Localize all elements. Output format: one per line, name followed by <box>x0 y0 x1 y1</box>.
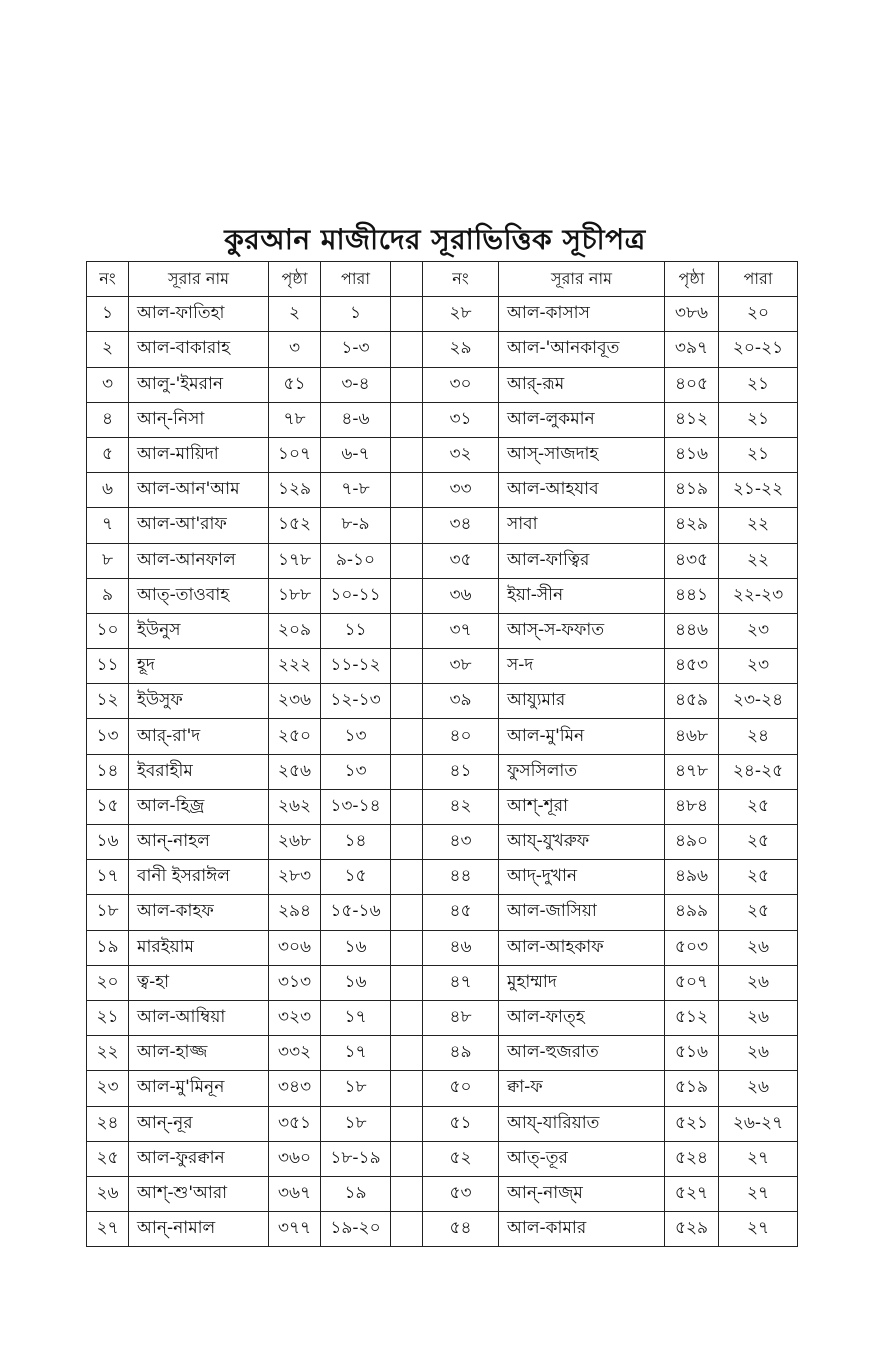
surah-num-cell: ৫ <box>87 437 129 472</box>
surah-page-cell: ২৯৪ <box>269 895 321 930</box>
surah-num-cell: ১৯ <box>87 930 129 965</box>
surah-num-cell: ৬ <box>87 473 129 508</box>
surah-name-cell: আস্-সাজদাহ <box>499 437 665 472</box>
surah-para-cell: ১৩ <box>321 754 391 789</box>
surah-para-cell: ২৩-২৪ <box>719 684 798 719</box>
surah-para-cell: ২৩ <box>719 649 798 684</box>
table-row <box>87 789 798 824</box>
surah-page-cell: ৪৪৬ <box>665 613 719 648</box>
surah-num-cell: ২৩ <box>87 1071 129 1106</box>
surah-page-cell: ৫০৩ <box>665 930 719 965</box>
surah-name-cell: আত্-তূর <box>499 1141 665 1176</box>
surah-page-cell: ৪৭৮ <box>665 754 719 789</box>
surah-page-cell: ৪১৯ <box>665 473 719 508</box>
surah-num-cell: ৩৩ <box>423 473 499 508</box>
surah-name-cell: হূদ <box>129 649 269 684</box>
surah-para-cell: ২৩ <box>719 613 798 648</box>
surah-num-cell: ১৩ <box>87 719 129 754</box>
surah-page-cell: ৫২৪ <box>665 1141 719 1176</box>
surah-para-cell: ১৬ <box>321 965 391 1000</box>
surah-para-cell: ১৭ <box>321 1000 391 1035</box>
surah-page-cell: ৫২৯ <box>665 1212 719 1247</box>
header-page-left: পৃষ্ঠা <box>269 262 321 297</box>
surah-para-cell: ৬-৭ <box>321 437 391 472</box>
surah-para-cell: ২৬ <box>719 1071 798 1106</box>
table-row <box>87 1106 798 1141</box>
table-row <box>87 367 798 402</box>
surah-name-cell: ইয়া-সীন <box>499 578 665 613</box>
surah-num-cell: ১১ <box>87 649 129 684</box>
table-row <box>87 437 798 472</box>
surah-para-cell: ১ <box>321 297 391 332</box>
surah-num-cell: ৪৯ <box>423 1036 499 1071</box>
surah-para-cell: ২৭ <box>719 1212 798 1247</box>
page-title: কুরআন মাজীদের সূরাভিত্তিক সূচীপত্র <box>224 223 646 256</box>
surah-name-cell: আল-হিজ্র <box>129 789 269 824</box>
surah-page-cell: ২৬২ <box>269 789 321 824</box>
surah-num-cell: ৪ <box>87 402 129 437</box>
surah-num-cell: ৪৪ <box>423 860 499 895</box>
surah-para-cell: ১১-১২ <box>321 649 391 684</box>
surah-name-cell: আন্-নাহল <box>129 825 269 860</box>
surah-name-cell: সাবা <box>499 508 665 543</box>
table-row <box>87 825 798 860</box>
surah-name-cell: আল-কামার <box>499 1212 665 1247</box>
column-gap <box>391 1036 423 1071</box>
surah-page-cell: ৫০৭ <box>665 965 719 1000</box>
surah-index-table <box>86 261 798 1247</box>
surah-page-cell: ৪১৬ <box>665 437 719 472</box>
surah-num-cell: ৫১ <box>423 1106 499 1141</box>
surah-num-cell: ১ <box>87 297 129 332</box>
surah-name-cell: আল-আ'রাফ <box>129 508 269 543</box>
surah-page-cell: ৭৮ <box>269 402 321 437</box>
surah-name-cell: আলু-'ইমরান <box>129 367 269 402</box>
column-gap <box>391 1212 423 1247</box>
surah-num-cell: ১২ <box>87 684 129 719</box>
surah-page-cell: ৫১২ <box>665 1000 719 1035</box>
column-gap <box>391 332 423 367</box>
surah-para-cell: ১৫-১৬ <box>321 895 391 930</box>
table-row <box>87 684 798 719</box>
surah-page-cell: ৩৫১ <box>269 1106 321 1141</box>
surah-page-cell: ২ <box>269 297 321 332</box>
column-gap <box>391 473 423 508</box>
header-num-left: নং <box>87 262 129 297</box>
surah-page-cell: ৪৫৩ <box>665 649 719 684</box>
surah-name-cell: ইউনুস <box>129 613 269 648</box>
surah-para-cell: ২৫ <box>719 789 798 824</box>
table-row <box>87 332 798 367</box>
header-para-right: পারা <box>719 262 798 297</box>
surah-para-cell: ২২ <box>719 508 798 543</box>
surah-para-cell: ১৮ <box>321 1071 391 1106</box>
surah-para-cell: ১৮-১৯ <box>321 1141 391 1176</box>
surah-num-cell: ৩৮ <box>423 649 499 684</box>
surah-name-cell: আন্-নামাল <box>129 1212 269 1247</box>
surah-num-cell: ৩২ <box>423 437 499 472</box>
column-gap <box>391 1176 423 1211</box>
table-row <box>87 1036 798 1071</box>
surah-page-cell: ৫২৭ <box>665 1176 719 1211</box>
surah-num-cell: ৪২ <box>423 789 499 824</box>
surah-page-cell: ৪১২ <box>665 402 719 437</box>
surah-name-cell: ত্ব-হা <box>129 965 269 1000</box>
column-gap <box>391 1071 423 1106</box>
surah-name-cell: আল-আম্বিয়া <box>129 1000 269 1035</box>
surah-num-cell: ২২ <box>87 1036 129 1071</box>
table-row <box>87 754 798 789</box>
surah-num-cell: ৩৬ <box>423 578 499 613</box>
column-gap <box>391 649 423 684</box>
surah-para-cell: ২৬ <box>719 930 798 965</box>
column-gap <box>391 754 423 789</box>
surah-para-cell: ১-৩ <box>321 332 391 367</box>
surah-para-cell: ১৯ <box>321 1176 391 1211</box>
table-row <box>87 649 798 684</box>
surah-num-cell: ৩ <box>87 367 129 402</box>
surah-para-cell: ১৮ <box>321 1106 391 1141</box>
table-row <box>87 895 798 930</box>
surah-num-cell: ৪৩ <box>423 825 499 860</box>
table-row <box>87 1141 798 1176</box>
surah-name-cell: আয্-যারিয়াত <box>499 1106 665 1141</box>
surah-num-cell: ১৮ <box>87 895 129 930</box>
surah-page-cell: ৩৪৩ <box>269 1071 321 1106</box>
surah-num-cell: ৮ <box>87 543 129 578</box>
table-header-row <box>87 262 798 297</box>
surah-page-cell: ৪৩৫ <box>665 543 719 578</box>
surah-page-cell: ৫১ <box>269 367 321 402</box>
surah-name-cell: আল-জাসিয়া <box>499 895 665 930</box>
surah-para-cell: ২৫ <box>719 895 798 930</box>
surah-para-cell: ১৬ <box>321 930 391 965</box>
surah-para-cell: ১৯-২০ <box>321 1212 391 1247</box>
surah-para-cell: ৩-৪ <box>321 367 391 402</box>
table-row <box>87 930 798 965</box>
surah-page-cell: ২০৯ <box>269 613 321 648</box>
surah-para-cell: ১৪ <box>321 825 391 860</box>
surah-page-cell: ১৫২ <box>269 508 321 543</box>
surah-num-cell: ২১ <box>87 1000 129 1035</box>
surah-page-cell: ৩৭৭ <box>269 1212 321 1247</box>
surah-num-cell: ১৭ <box>87 860 129 895</box>
column-gap <box>391 262 423 297</box>
table-row <box>87 473 798 508</box>
surah-num-cell: ৫৪ <box>423 1212 499 1247</box>
surah-num-cell: ১০ <box>87 613 129 648</box>
surah-num-cell: ৪১ <box>423 754 499 789</box>
surah-page-cell: ৫২১ <box>665 1106 719 1141</box>
surah-para-cell: ২১ <box>719 402 798 437</box>
surah-name-cell: আল-মু'মিন <box>499 719 665 754</box>
surah-page-cell: ১০৭ <box>269 437 321 472</box>
surah-page-cell: ২৮৩ <box>269 860 321 895</box>
surah-name-cell: ইবরাহীম <box>129 754 269 789</box>
surah-page-cell: ৪২৯ <box>665 508 719 543</box>
surah-num-cell: ২৫ <box>87 1141 129 1176</box>
column-gap <box>391 789 423 824</box>
column-gap <box>391 578 423 613</box>
column-gap <box>391 437 423 472</box>
surah-page-cell: ৩৬০ <box>269 1141 321 1176</box>
surah-para-cell: ২১ <box>719 367 798 402</box>
surah-para-cell: ২৫ <box>719 825 798 860</box>
surah-para-cell: ২৭ <box>719 1141 798 1176</box>
column-gap <box>391 297 423 332</box>
surah-para-cell: ২২-২৩ <box>719 578 798 613</box>
surah-name-cell: আশ্-শূরা <box>499 789 665 824</box>
table-row <box>87 1000 798 1035</box>
surah-page-cell: ৪৯৬ <box>665 860 719 895</box>
surah-num-cell: ৪০ <box>423 719 499 754</box>
surah-name-cell: বানী ইসরাঈল <box>129 860 269 895</box>
column-gap <box>391 402 423 437</box>
surah-num-cell: ৩৯ <box>423 684 499 719</box>
surah-para-cell: ২০-২১ <box>719 332 798 367</box>
surah-page-cell: ৩৩২ <box>269 1036 321 1071</box>
surah-para-cell: ১২-১৩ <box>321 684 391 719</box>
surah-num-cell: ২৪ <box>87 1106 129 1141</box>
header-num-right: নং <box>423 262 499 297</box>
surah-name-cell: আল-কাহফ <box>129 895 269 930</box>
surah-page-cell: ৩৮৬ <box>665 297 719 332</box>
surah-name-cell: আল-হুজরাত <box>499 1036 665 1071</box>
header-name-left: সূরার নাম <box>129 262 269 297</box>
surah-page-cell: ৩১৩ <box>269 965 321 1000</box>
surah-num-cell: ৫৩ <box>423 1176 499 1211</box>
surah-page-cell: ২৬৮ <box>269 825 321 860</box>
column-gap <box>391 1106 423 1141</box>
table-row <box>87 1212 798 1247</box>
surah-name-cell: আল-আহযাব <box>499 473 665 508</box>
surah-page-cell: ৪৫৯ <box>665 684 719 719</box>
surah-page-cell: ৪৪১ <box>665 578 719 613</box>
table-row <box>87 508 798 543</box>
surah-num-cell: ১৪ <box>87 754 129 789</box>
column-gap <box>391 1141 423 1176</box>
surah-para-cell: ২৬ <box>719 1000 798 1035</box>
surah-num-cell: ২ <box>87 332 129 367</box>
column-gap <box>391 965 423 1000</box>
surah-page-cell: ৫১৯ <box>665 1071 719 1106</box>
surah-para-cell: ২৬ <box>719 1036 798 1071</box>
surah-name-cell: আল-কাসাস <box>499 297 665 332</box>
surah-page-cell: ২৩৬ <box>269 684 321 719</box>
surah-num-cell: ২৭ <box>87 1212 129 1247</box>
surah-num-cell: ১৫ <box>87 789 129 824</box>
surah-page-cell: ১৭৮ <box>269 543 321 578</box>
surah-name-cell: আল-আহকাফ <box>499 930 665 965</box>
header-para-left: পারা <box>321 262 391 297</box>
surah-name-cell: আত্-তাওবাহ <box>129 578 269 613</box>
surah-num-cell: ৩০ <box>423 367 499 402</box>
column-gap <box>391 930 423 965</box>
surah-para-cell: ২১-২২ <box>719 473 798 508</box>
column-gap <box>391 543 423 578</box>
table-row <box>87 613 798 648</box>
surah-name-cell: মারইয়াম <box>129 930 269 965</box>
surah-num-cell: ৪৫ <box>423 895 499 930</box>
surah-page-cell: ৫১৬ <box>665 1036 719 1071</box>
column-gap <box>391 367 423 402</box>
surah-name-cell: আর্-রা'দ <box>129 719 269 754</box>
surah-para-cell: ২৬ <box>719 965 798 1000</box>
surah-para-cell: ৯-১০ <box>321 543 391 578</box>
surah-num-cell: ৪৬ <box>423 930 499 965</box>
column-gap <box>391 860 423 895</box>
surah-num-cell: ১৬ <box>87 825 129 860</box>
surah-name-cell: ক্বা-ফ <box>499 1071 665 1106</box>
surah-name-cell: আল-মায়িদা <box>129 437 269 472</box>
table-row <box>87 1176 798 1211</box>
column-gap <box>391 508 423 543</box>
surah-page-cell: ১৮৮ <box>269 578 321 613</box>
surah-para-cell: ১৫ <box>321 860 391 895</box>
surah-page-cell: ৩০৬ <box>269 930 321 965</box>
surah-para-cell: ১০-১১ <box>321 578 391 613</box>
column-gap <box>391 1000 423 1035</box>
surah-para-cell: ২৪-২৫ <box>719 754 798 789</box>
surah-para-cell: ৭-৮ <box>321 473 391 508</box>
table-row <box>87 860 798 895</box>
surah-num-cell: ২০ <box>87 965 129 1000</box>
surah-name-cell: আল-ফুরক্বান <box>129 1141 269 1176</box>
surah-name-cell: আল-ফাত্হ <box>499 1000 665 1035</box>
column-gap <box>391 613 423 648</box>
surah-num-cell: ২৬ <box>87 1176 129 1211</box>
surah-page-cell: ২২২ <box>269 649 321 684</box>
surah-name-cell: আন্-নিসা <box>129 402 269 437</box>
surah-name-cell: আল-'আনকাবূত <box>499 332 665 367</box>
surah-name-cell: আয্যুমার <box>499 684 665 719</box>
surah-num-cell: ৪৮ <box>423 1000 499 1035</box>
table-row <box>87 965 798 1000</box>
surah-name-cell: আস্-স-ফফাত <box>499 613 665 648</box>
surah-para-cell: ২১ <box>719 437 798 472</box>
surah-para-cell: ৮-৯ <box>321 508 391 543</box>
surah-name-cell: ফুসসিলাত <box>499 754 665 789</box>
surah-name-cell: মুহাম্মাদ <box>499 965 665 1000</box>
header-page-right: পৃষ্ঠা <box>665 262 719 297</box>
surah-name-cell: আশ্-শু'আরা <box>129 1176 269 1211</box>
surah-page-cell: ৩৯৭ <box>665 332 719 367</box>
surah-para-cell: ২০ <box>719 297 798 332</box>
surah-para-cell: ১১ <box>321 613 391 648</box>
column-gap <box>391 895 423 930</box>
surah-num-cell: ৫২ <box>423 1141 499 1176</box>
surah-num-cell: ২৮ <box>423 297 499 332</box>
surah-num-cell: ৪৭ <box>423 965 499 1000</box>
column-gap <box>391 684 423 719</box>
surah-num-cell: ৯ <box>87 578 129 613</box>
header-name-right: সূরার নাম <box>499 262 665 297</box>
surah-page-cell: ২৫৬ <box>269 754 321 789</box>
surah-num-cell: ২৯ <box>423 332 499 367</box>
surah-para-cell: ২৭ <box>719 1176 798 1211</box>
surah-page-cell: ৩৬৭ <box>269 1176 321 1211</box>
surah-name-cell: আয্-যুখরুফ <box>499 825 665 860</box>
column-gap <box>391 825 423 860</box>
surah-page-cell: ৪৬৮ <box>665 719 719 754</box>
table-row <box>87 719 798 754</box>
surah-name-cell: আল-আনফাল <box>129 543 269 578</box>
surah-name-cell: আল-বাকারাহ <box>129 332 269 367</box>
surah-name-cell: আল-ফাতিহা <box>129 297 269 332</box>
column-gap <box>391 719 423 754</box>
surah-page-cell: ১২৯ <box>269 473 321 508</box>
surah-num-cell: ৩১ <box>423 402 499 437</box>
surah-name-cell: ইউসুফ <box>129 684 269 719</box>
surah-para-cell: ২৬-২৭ <box>719 1106 798 1141</box>
surah-num-cell: ৭ <box>87 508 129 543</box>
surah-para-cell: ২৪ <box>719 719 798 754</box>
surah-name-cell: আদ্-দুখান <box>499 860 665 895</box>
surah-name-cell: স-দ <box>499 649 665 684</box>
table-row <box>87 543 798 578</box>
surah-name-cell: আল-হাজ্জ <box>129 1036 269 1071</box>
surah-para-cell: ১৩ <box>321 719 391 754</box>
surah-name-cell: আল-ফাত্বির <box>499 543 665 578</box>
surah-name-cell: আল-লুকমান <box>499 402 665 437</box>
surah-page-cell: ৪৮৪ <box>665 789 719 824</box>
surah-page-cell: ৩২৩ <box>269 1000 321 1035</box>
surah-page-cell: ৪৯০ <box>665 825 719 860</box>
surah-num-cell: ৫০ <box>423 1071 499 1106</box>
surah-num-cell: ৩৪ <box>423 508 499 543</box>
surah-name-cell: আল-মু'মিনূন <box>129 1071 269 1106</box>
surah-name-cell: আল-আন'আম <box>129 473 269 508</box>
table-row <box>87 578 798 613</box>
surah-page-cell: ২৫০ <box>269 719 321 754</box>
surah-para-cell: ২২ <box>719 543 798 578</box>
surah-num-cell: ৩৭ <box>423 613 499 648</box>
surah-name-cell: আন্-নাজ্ম <box>499 1176 665 1211</box>
surah-page-cell: ৩ <box>269 332 321 367</box>
surah-name-cell: আর্-রূম <box>499 367 665 402</box>
surah-para-cell: ২৫ <box>719 860 798 895</box>
surah-page-cell: ৪০৫ <box>665 367 719 402</box>
surah-name-cell: আন্-নূর <box>129 1106 269 1141</box>
table-row <box>87 402 798 437</box>
surah-page-cell: ৪৯৯ <box>665 895 719 930</box>
surah-para-cell: ১৭ <box>321 1036 391 1071</box>
table-row <box>87 297 798 332</box>
surah-num-cell: ৩৫ <box>423 543 499 578</box>
surah-para-cell: ১৩-১৪ <box>321 789 391 824</box>
table-row <box>87 1071 798 1106</box>
surah-para-cell: ৪-৬ <box>321 402 391 437</box>
